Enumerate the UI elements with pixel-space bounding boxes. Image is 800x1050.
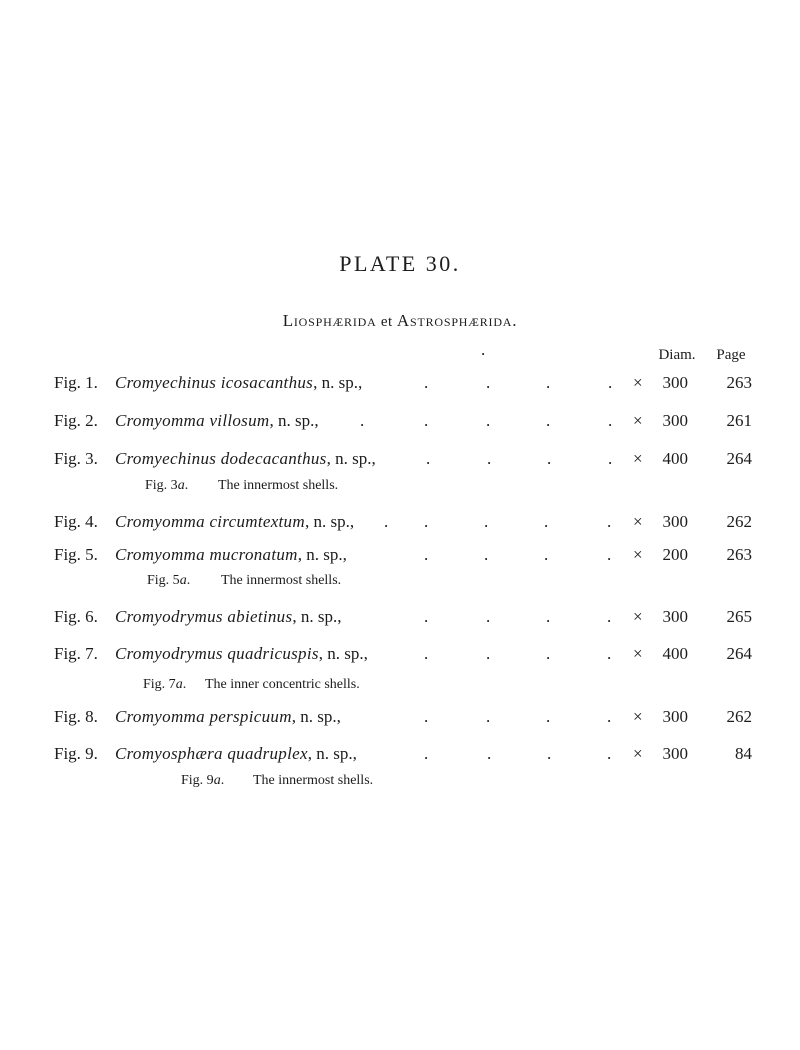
species-annotation: , n. sp., [313,373,363,392]
table-subrow [0,676,800,694]
table-subrow [0,572,800,590]
leader-dot [486,605,490,629]
subfig-prefix: Fig. 7 [143,677,176,692]
leader-dot [424,605,428,629]
species-name [115,409,319,433]
diameter-value: 200 [662,545,688,564]
species-annotation: , n. sp., [269,411,319,430]
leader-dot [607,705,611,729]
diameter-value: 300 [662,512,688,531]
table-row [0,742,800,766]
page-number: 261 [726,411,752,430]
leader-dot [486,409,490,433]
leader-dot [424,642,428,666]
diameter-value: 300 [662,744,688,763]
subfig-period: . [220,773,225,788]
species-italic: Cromyodrymus abietinus [115,607,293,626]
species-name [115,510,354,534]
species-name [115,605,342,629]
leader-dot [547,447,551,471]
multiplication-sign: × [633,707,643,726]
subfig-letter: a [213,773,221,788]
leader-dot [607,543,611,567]
species-italic: Cromyomma villosum [115,411,270,430]
leader-dot [608,447,612,471]
multiplication-sign: × [633,373,643,392]
species-name [115,371,362,395]
leader-dot [486,371,490,395]
leader-dot [607,742,611,766]
species-annotation: , n. sp., [307,744,357,763]
multiplication-sign: × [633,449,643,468]
table-row [0,543,800,567]
leader-dot [607,642,611,666]
table-row [0,642,800,666]
figure-label: Fig. 8. [54,707,98,726]
leader-dot [424,543,428,567]
leader-dot [360,409,364,433]
species-annotation: , n. sp., [297,545,347,564]
page-number: 263 [726,373,752,392]
subfigure-description: The innermost shells. [253,773,374,788]
leader-dot [424,510,428,534]
leader-dot [486,705,490,729]
diameter-value: 300 [662,411,688,430]
figure-label: Fig. 2. [54,411,98,430]
subfigure-label [145,477,188,495]
species-annotation: , n. sp., [292,607,342,626]
leader-dot [546,642,550,666]
subfig-letter: a [177,478,185,493]
figure-label: Fig. 1. [54,373,98,392]
species-italic: Cromyomma perspicuum [115,707,292,726]
leader-dot [424,705,428,729]
diameter-value: 300 [662,373,688,392]
leader-dot [547,742,551,766]
leader-dot [546,409,550,433]
multiplication-sign: × [633,411,643,430]
species-name [115,742,357,766]
species-italic: Cromyomma circumtextum [115,512,305,531]
species-name [115,705,341,729]
page-number: 262 [726,512,752,531]
subfigure-label [143,676,186,694]
subfig-prefix: Fig. 5 [147,573,180,588]
figure-label: Fig. 9. [54,744,98,763]
figure-label: Fig. 6. [54,607,98,626]
subfig-letter: a [175,677,183,692]
diameter-value: 300 [662,607,688,626]
leader-dot [544,510,548,534]
subfig-prefix: Fig. 3 [145,478,178,493]
page-number: 262 [726,707,752,726]
multiplication-sign: × [633,744,643,763]
subfig-period: . [184,478,189,493]
figure-label: Fig. 4. [54,512,98,531]
leader-dot [487,742,491,766]
figure-label: Fig. 3. [54,449,98,468]
subfigure-label [147,572,190,590]
figure-label: Fig. 7. [54,644,98,663]
subfigure-description: The inner concentric shells. [205,677,360,692]
page-number: 84 [735,744,752,763]
leader-dot [607,510,611,534]
leader-dot [424,409,428,433]
table-row [0,409,800,433]
subtitle-part1: Liosphærida [282,311,377,330]
table-row [0,447,800,471]
leader-dot [486,642,490,666]
leader-dot [544,543,548,567]
leader-dot [384,510,388,534]
figure-label: Fig. 5. [54,545,98,564]
subfig-period: . [186,573,191,588]
table-row [0,371,800,395]
leader-dot [424,371,428,395]
species-italic: Cromyodrymus quadricuspis [115,644,319,663]
subfig-period: . [182,677,187,692]
multiplication-sign: × [633,607,643,626]
page-column-header: Page [716,347,746,363]
species-name [115,447,376,471]
subtitle-part2: Astrosphærida. [396,311,518,330]
page-number: 264 [726,449,752,468]
leader-dot [424,742,428,766]
diameter-value: 400 [662,449,688,468]
leader-dot [426,447,430,471]
column-headers [0,345,800,365]
multiplication-sign: × [633,512,643,531]
species-italic: Cromyechinus dodecacanthus [115,449,327,468]
subfig-prefix: Fig. 9 [181,773,214,788]
subfig-letter: a [179,573,187,588]
leader-dot [546,705,550,729]
species-italic: Cromyomma mucronatum [115,545,298,564]
species-annotation: , n. sp., [304,512,355,531]
multiplication-sign: × [633,644,643,663]
leader-dot [546,371,550,395]
diam-column-header: Diam. [658,347,696,363]
species-name [115,642,368,666]
leader-dot [484,543,488,567]
species-name [115,543,347,567]
table-subrow [0,772,800,790]
page-number: 264 [726,644,752,663]
species-annotation: , n. sp., [318,644,368,663]
diameter-value: 300 [662,707,688,726]
multiplication-sign: × [633,545,643,564]
leader-dot [607,605,611,629]
page-number: 263 [726,545,752,564]
plate-title: PLATE 30. [339,251,461,276]
diameter-value: 400 [662,644,688,663]
species-italic: Cromyosphæra quadruplex [115,744,308,763]
leader-dot [608,409,612,433]
leader-dot [487,447,491,471]
species-annotation: , n. sp., [326,449,376,468]
leader-dot [608,371,612,395]
leader-dot [484,510,488,534]
subfigure-description: The innermost shells. [221,573,342,588]
subfigure-description: The innermost shells. [218,478,339,493]
leader-dot [546,605,550,629]
subtitle-et: et [380,314,393,330]
species-italic: Cromyechinus icosacanthus [115,373,314,392]
table-row [0,605,800,629]
table-subrow [0,477,800,495]
table-row [0,705,800,729]
table-row [0,510,800,534]
subfigure-label [181,772,224,790]
species-annotation: , n. sp., [291,707,341,726]
plate-subtitle [0,309,800,333]
page-number: 265 [726,607,752,626]
